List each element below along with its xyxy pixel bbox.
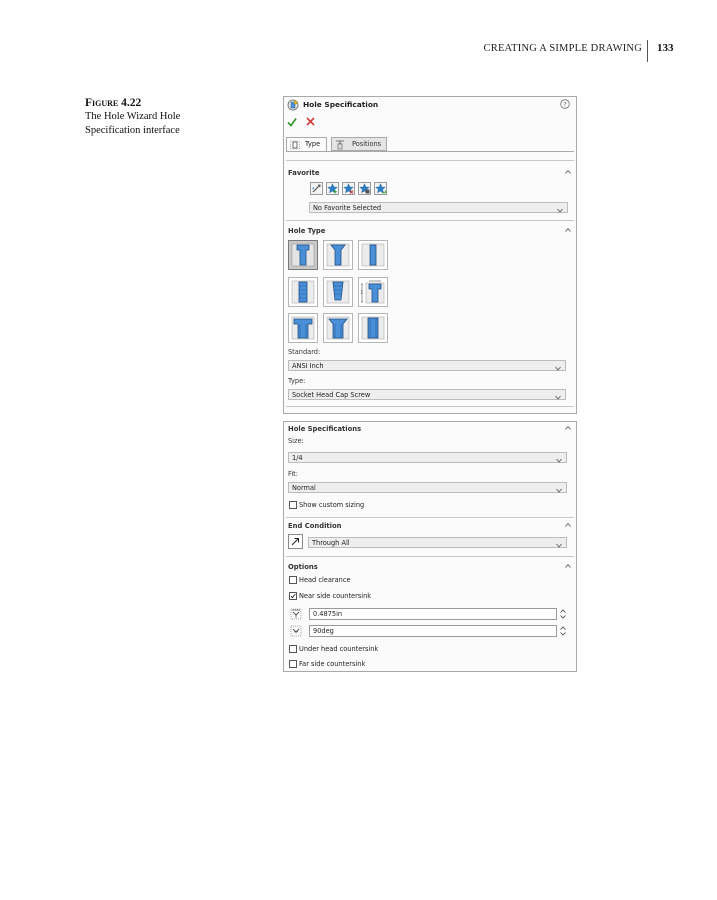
hole-specifications-header: Hole Specifications: [288, 425, 362, 433]
show-custom-sizing-label: Show custom sizing: [299, 501, 365, 509]
standard-select[interactable]: [288, 360, 566, 371]
hole-wizard-icon: [287, 99, 299, 111]
chevron-down-icon: [557, 206, 563, 211]
countersink-angle-icon: [290, 625, 302, 637]
hole-type-countersink-slot[interactable]: [323, 313, 353, 343]
standard-label: Standard:: [288, 348, 321, 356]
countersink-diameter-input[interactable]: [309, 608, 557, 620]
collapse-end-condition-icon[interactable]: [565, 522, 571, 528]
figure-label: Figure 4.22: [85, 97, 142, 109]
dialog-title: Hole Specification: [303, 100, 379, 109]
section-divider: [286, 556, 574, 557]
end-condition-select-value: Through All: [312, 539, 350, 547]
fit-label: Fit:: [288, 470, 298, 478]
svg-text:1: 1: [360, 290, 364, 295]
countersink-angle-value: 90deg: [313, 627, 334, 635]
near-side-countersink-checkbox[interactable]: [289, 592, 297, 600]
section-divider: [286, 406, 574, 407]
svg-text:?: ?: [563, 100, 567, 109]
hole-specifications-panel: [283, 421, 577, 672]
tab-bottom-line: [286, 151, 574, 152]
show-custom-sizing-checkbox[interactable]: [289, 501, 297, 509]
favorite-select[interactable]: [309, 202, 568, 213]
hole-type-counterbore[interactable]: [288, 240, 318, 270]
figure-caption-text: The Hole Wizard Hole Specification interface: [85, 111, 181, 136]
section-divider: [286, 517, 574, 518]
countersink-angle-spinner[interactable]: [559, 625, 567, 637]
far-side-countersink-checkbox[interactable]: [289, 660, 297, 668]
reverse-direction-icon[interactable]: [288, 534, 303, 549]
checkmark-icon: [290, 593, 296, 599]
type-select-value: Socket Head Cap Screw: [292, 391, 371, 399]
chevron-down-icon: [555, 393, 561, 398]
positions-tab-icon: [335, 140, 345, 150]
delete-favorite-icon[interactable]: [342, 182, 355, 195]
size-label: Size:: [288, 437, 304, 445]
under-head-countersink-label: Under head countersink: [299, 645, 379, 653]
hole-type-tapered-tap[interactable]: [323, 277, 353, 307]
type-select[interactable]: [288, 389, 566, 400]
chapter-title: CREATING A SIMPLE DRAWING: [483, 43, 642, 54]
tab-type[interactable]: [286, 137, 327, 151]
tab-positions[interactable]: [331, 137, 387, 151]
near-side-countersink-label: Near side countersink: [299, 592, 372, 600]
countersink-diameter-icon: [290, 608, 302, 620]
collapse-favorite-icon[interactable]: [565, 169, 571, 175]
end-condition-header: End Condition: [288, 522, 342, 530]
size-select-value: 1/4: [292, 454, 303, 462]
hole-type-slot[interactable]: [358, 313, 388, 343]
apply-defaults-icon[interactable]: [310, 182, 323, 195]
favorite-select-value: No Favorite Selected: [313, 204, 382, 212]
countersink-angle-input[interactable]: [309, 625, 557, 637]
options-header: Options: [288, 563, 318, 571]
under-head-countersink-checkbox[interactable]: [289, 645, 297, 653]
fit-select-value: Normal: [292, 484, 316, 492]
ok-check-icon[interactable]: [287, 117, 297, 127]
fit-select[interactable]: [288, 482, 567, 493]
tab-positions-label: Positions: [352, 140, 382, 148]
hole-specification-panel: [283, 96, 577, 414]
head-clearance-checkbox[interactable]: [289, 576, 297, 584]
countersink-diameter-spinner[interactable]: [559, 608, 567, 620]
chevron-down-icon: [556, 486, 562, 491]
head-clearance-label: Head clearance: [299, 576, 351, 584]
help-icon[interactable]: [560, 99, 570, 109]
standard-select-value: ANSI Inch: [292, 362, 324, 370]
countersink-diameter-value: 0.4875in: [313, 610, 343, 618]
collapse-hole-specifications-icon[interactable]: [565, 425, 571, 431]
save-favorite-icon[interactable]: [358, 182, 371, 195]
collapse-options-icon[interactable]: [565, 563, 571, 569]
favorite-header: Favorite: [288, 169, 320, 177]
size-select[interactable]: [288, 452, 567, 463]
hole-type-header: Hole Type: [288, 227, 326, 235]
page-number: 133: [657, 42, 674, 54]
add-favorite-icon[interactable]: [326, 182, 339, 195]
chevron-down-icon: [556, 456, 562, 461]
load-favorite-icon[interactable]: [374, 182, 387, 195]
hole-type-straight-tap[interactable]: [288, 277, 318, 307]
chevron-down-icon: [555, 364, 561, 369]
hole-type-simple-hole[interactable]: [358, 240, 388, 270]
cancel-x-icon[interactable]: [306, 117, 315, 126]
section-divider: [286, 160, 574, 161]
hole-type-countersink[interactable]: [323, 240, 353, 270]
header-divider: [647, 40, 648, 62]
hole-type-counterbore-slot[interactable]: [288, 313, 318, 343]
end-condition-select[interactable]: [308, 537, 567, 548]
far-side-countersink-label: Far side countersink: [299, 660, 366, 668]
type-tab-icon: [290, 140, 300, 150]
chevron-down-icon: [556, 541, 562, 546]
section-divider: [286, 220, 574, 221]
type-label: Type:: [288, 377, 306, 385]
figure-caption: [85, 96, 215, 138]
hole-type-legacy[interactable]: [358, 277, 388, 307]
page-header: [0, 42, 717, 62]
tab-type-label: Type: [305, 140, 321, 148]
collapse-hole-type-icon[interactable]: [565, 227, 571, 233]
